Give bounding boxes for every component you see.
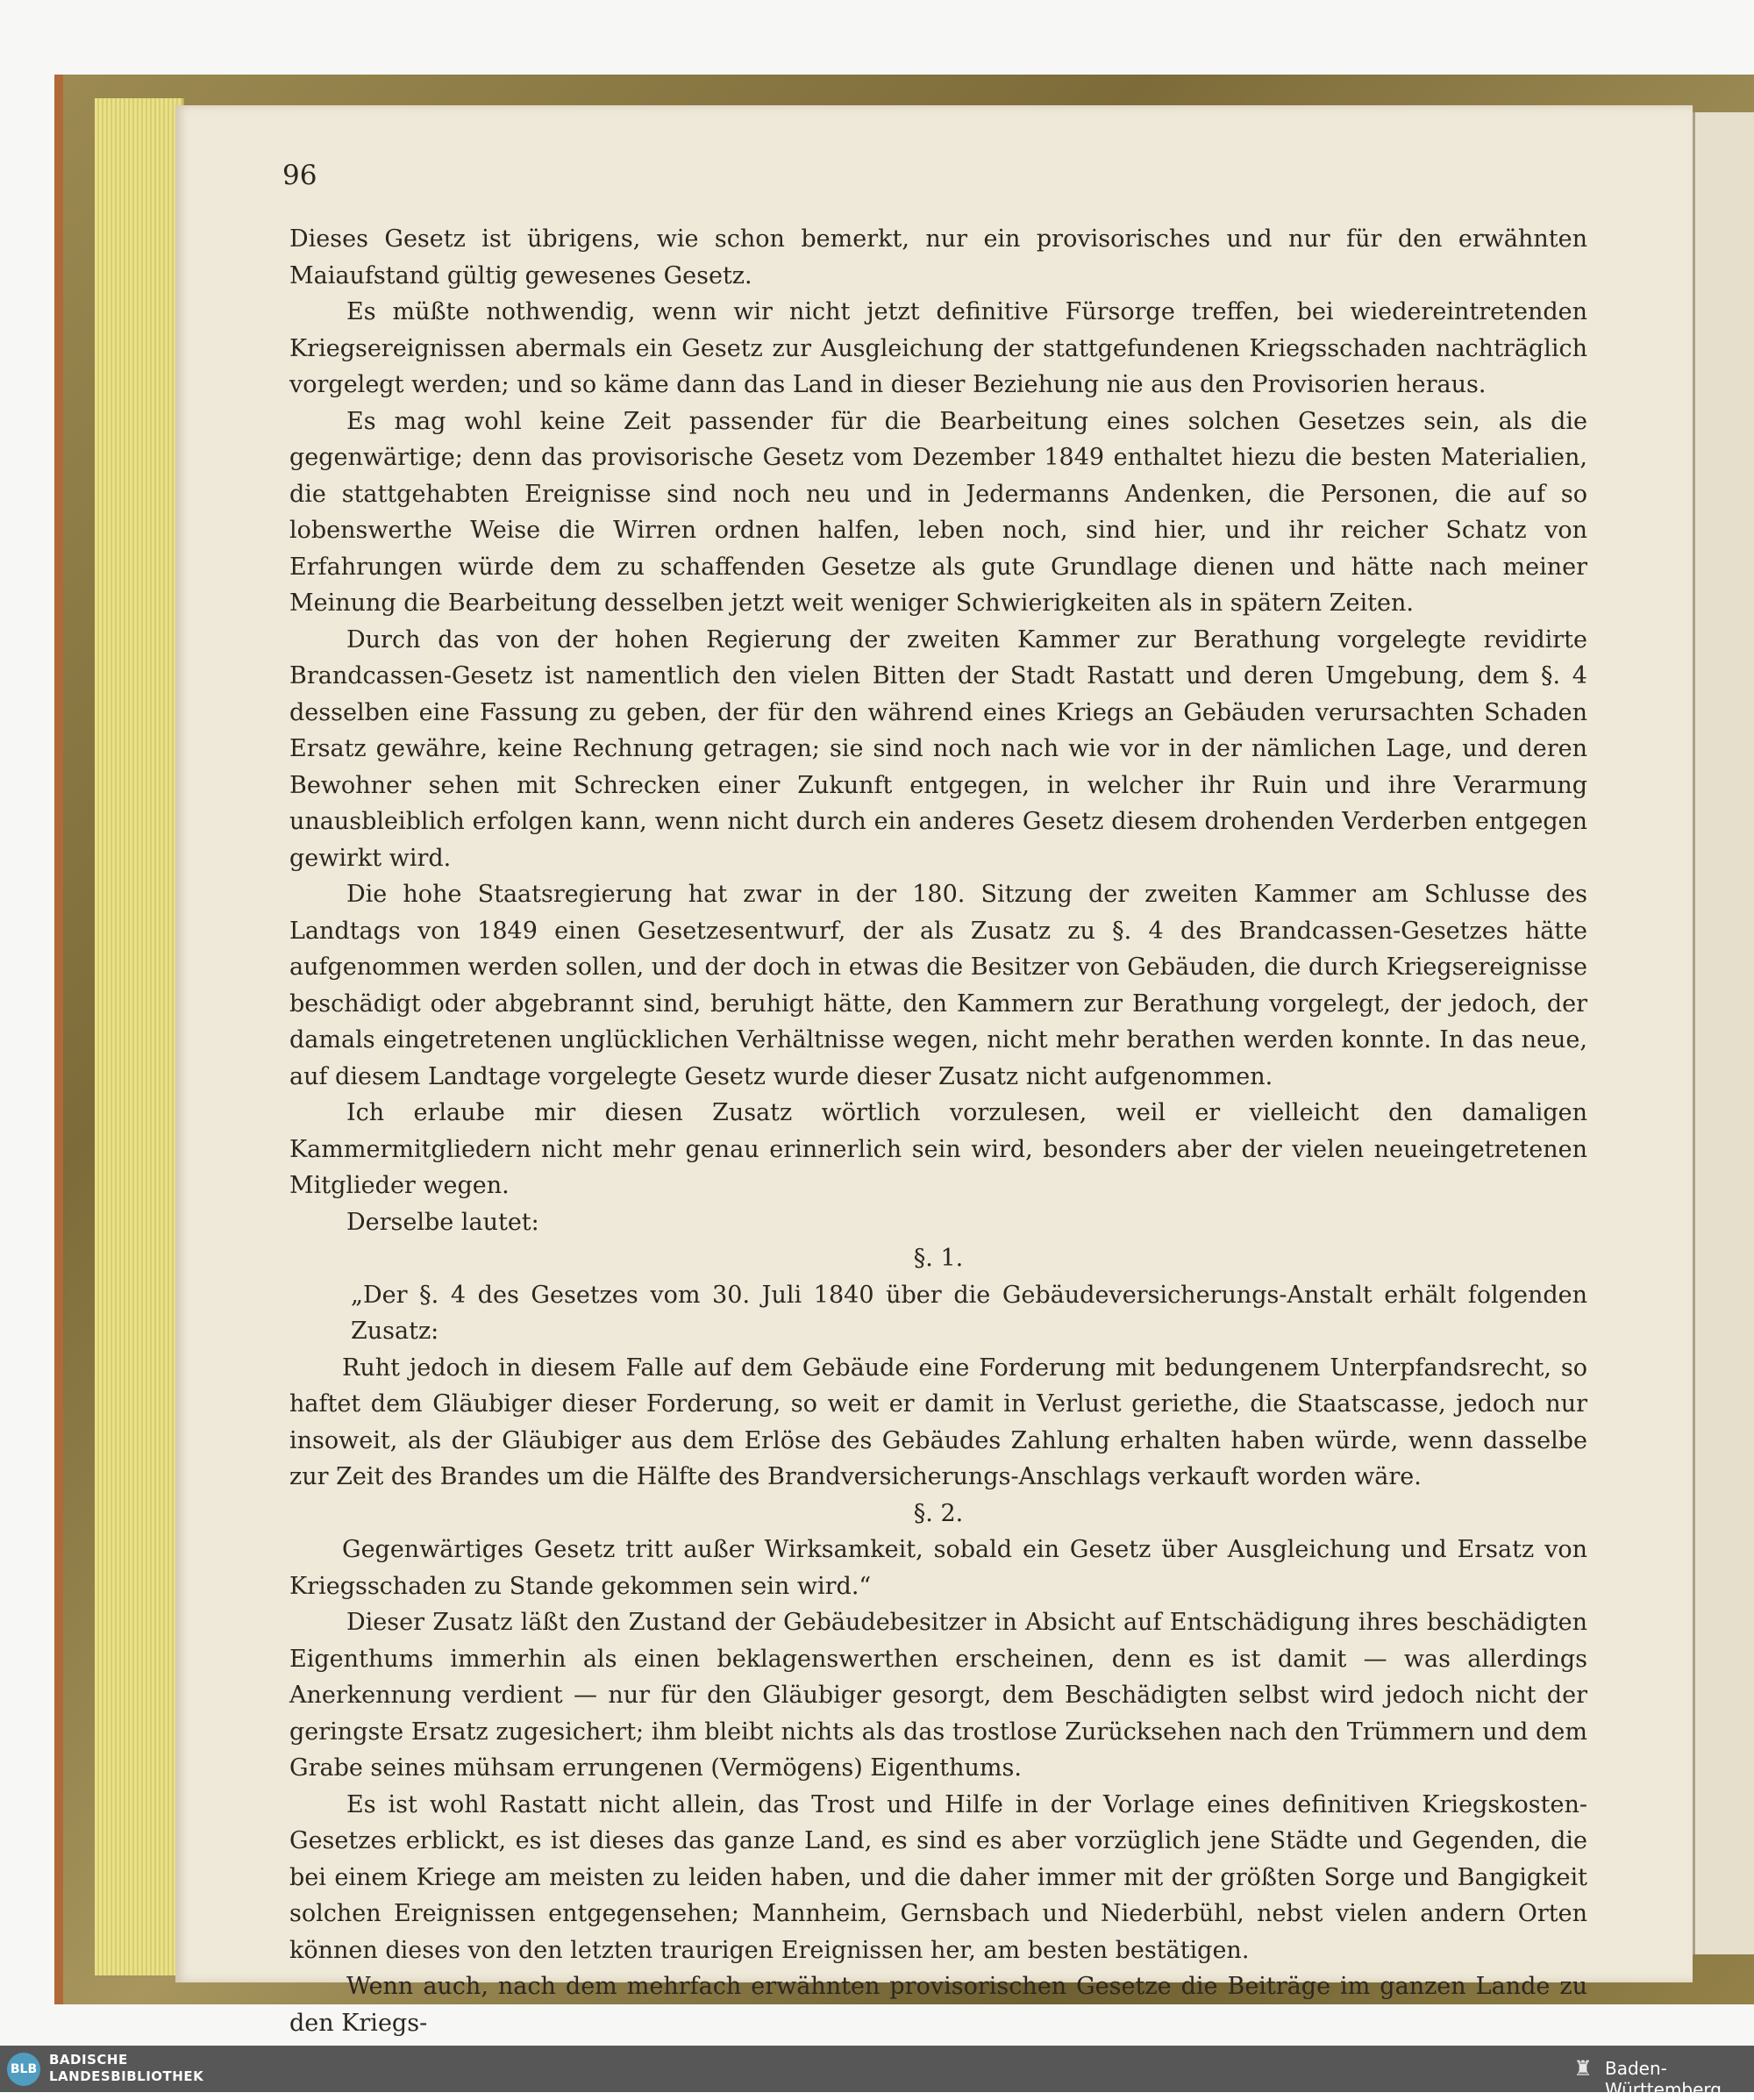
footer-bar <box>0 2046 1754 2100</box>
page-text <box>289 158 1587 2041</box>
paragraph: Dieses Gesetz ist übrigens, wie schon bemerkt, nur ein provisorisches und nur für den erwähnten Maiaufstand gültig gewesenes Gesetz. <box>289 225 1587 289</box>
library-name-line2: LANDESBIBLIOTHEK <box>49 2068 204 2084</box>
coat-of-arms-icon: ♜ <box>1573 2056 1593 2081</box>
paragraph: Es ist wohl Rastatt nicht allein, das Trost und Hilfe in der Vorlage eines definitiven Kriegskosten-Gesetzes erblickt, es ist dieses das ganze Land, es sind es aber vorzüglich jene Städte und Gegenden, die bei einem Kriege am meisten zu leiden haben, und die daher immer mit der größten Sorge und Bangigkeit solchen Ereignissen entgegensehen; Mannheim, Gernsbach und Niederbühl, nebst vielen andern Orten können dieses von den letzten traurigen Ereignissen her, am besten bestätigen. <box>289 1790 1587 1964</box>
paragraph: Es müßte nothwendig, wenn wir nicht jetzt definitive Fürsorge treffen, bei wiedereintretenden Kriegsereignissen abermals ein Gesetz zur Ausgleichung der stattgefundenen Kriegsschaden nachträglich vorgelegt werden; und so käme dann das Land in dieser Beziehung nie aus den Provisorien heraus. <box>289 298 1587 398</box>
page-edges <box>95 98 184 1975</box>
quote-intro: „Der §. 4 des Gesetzes vom 30. Juli 1840 über die Gebäudeversicherungs-Anstalt erhält folgenden Zusatz: <box>351 1281 1587 1345</box>
paragraph: Ich erlaube mir diesen Zusatz wörtlich vorzulesen, weil er vielleicht den damaligen Kammermitgliedern nicht mehr genau erinnerlich sein wird, besonders aber der vielen neueingetretenen Mitglieder wegen. <box>289 1099 1587 1199</box>
facing-page-edge <box>1693 112 1754 1954</box>
paragraph: Durch das von der hohen Regierung der zweiten Kammer zur Berathung vorgelegte revidirte Brandcassen-Gesetz ist namentlich den vielen Bitten der Stadt Rastatt und deren Umgebung, dem §. 4 desselben eine Fassung zu geben, der für den während eines Kriegs an Gebäuden verursachten Schaden Ersatz gewähre, keine Rechnung getragen; sie sind noch nach wie vor in der nämlichen Lage, und deren Bewohner sehen mit Schrecken einer Zukunft entgegen, in welcher ihr Ruin und ihre Verarmung unausbleiblich erfolgen kann, wenn nicht durch ein anderes Gesetz diesem drohenden Verderben entgegen gewirkt wird. <box>289 625 1587 872</box>
paragraph: Die hohe Staatsregierung hat zwar in der 180. Sitzung der zweiten Kammer am Schlusse des Landtags von 1849 einen Gesetzesentwurf, der als Zusatz zu §. 4 des Brandcassen-Gesetzes hätte aufgenommen werden sollen, und der doch in etwas die Besitzer von Gebäuden, die durch Kriegsereignisse beschädigt oder abgebrannt sind, beruhigt hätte, den Kammern zur Berathung vorgelegt, der jedoch, der damals eingetretenen unglücklichen Verhältnisse wegen, nicht mehr berathen werden konnte. In das neue, auf diesem Landtage vorgelegte Gesetz wurde dieser Zusatz nicht aufgenommen. <box>289 881 1587 1090</box>
page-number: 96 <box>282 160 317 191</box>
law-paragraph: Gegenwärtiges Gesetz tritt außer Wirksamkeit, sobald ein Gesetz über Ausgleichung und Ersatz von Kriegsschaden zu Stande gekommen sein wird.“ <box>289 1536 1587 1600</box>
paragraph: Es mag wohl keine Zeit passender für die Bearbeitung eines solchen Gesetzes sein, als die gegenwärtige; denn das provisorische Gesetz vom Dezember 1849 enthaltet hiezu die besten Materialien, die stattgehabten Ereignisse sind noch neu und in Jedermanns Andenken, die Personen, die auf so lobenswerthe Weise die Wirren ordnen halfen, leben noch, sind hier, und ihr reicher Schatz von Erfahrungen würde dem zu schaffenden Gesetze als gute Grundlage dienen und hätte nach meiner Meinung die Bearbeitung desselben jetzt weit weniger Schwierigkeiten als in spätern Zeiten. <box>289 407 1587 617</box>
paragraph: Wenn auch, nach dem mehrfach erwähnten provisorischen Gesetze die Beiträge im ganzen Lande zu den Kriegs- <box>289 1973 1587 2037</box>
section-heading: §. 1. <box>913 1245 964 1272</box>
blb-logo[interactable]: BLB <box>7 2053 40 2086</box>
library-name-line1: BADISCHE <box>49 2052 128 2068</box>
section-heading: §. 2. <box>913 1499 964 1527</box>
state-name[interactable]: Baden-Württemberg <box>1605 2058 1722 2100</box>
paragraph: Derselbe lautet: <box>346 1208 539 1236</box>
library-name[interactable] <box>49 2052 203 2085</box>
paragraph: Dieser Zusatz läßt den Zustand der Gebäudebesitzer in Absicht auf Entschädigung ihres beschädigten Eigenthums immerhin als einen beklagenswerthen erscheinen, denn es ist damit — was allerdings Anerkennung verdient — nur für den Gläubiger gesorgt, dem Beschädigten selbst wird jedoch nicht der geringste Ersatz zugesichert; ihm bleibt nichts als das trostlose Zurücksehen nach den Trümmern und dem Grabe seines mühsam errungenen (Vermögens) Eigenthums. <box>289 1609 1587 1782</box>
law-paragraph: Ruht jedoch in diesem Falle auf dem Gebäude eine Forderung mit bedungenem Unterpfandsrecht, so haftet dem Gläubiger dieser Forderung, so weit er damit in Verlust geriethe, die Staatscasse, jedoch nur insoweit, als der Gläubiger aus dem Erlöse des Gebäudes Zahlung erhalten haben würde, wenn dasselbe zur Zeit des Brandes um die Hälfte des Brandversicherungs-Anschlags verkauft worden wäre. <box>289 1354 1587 1490</box>
